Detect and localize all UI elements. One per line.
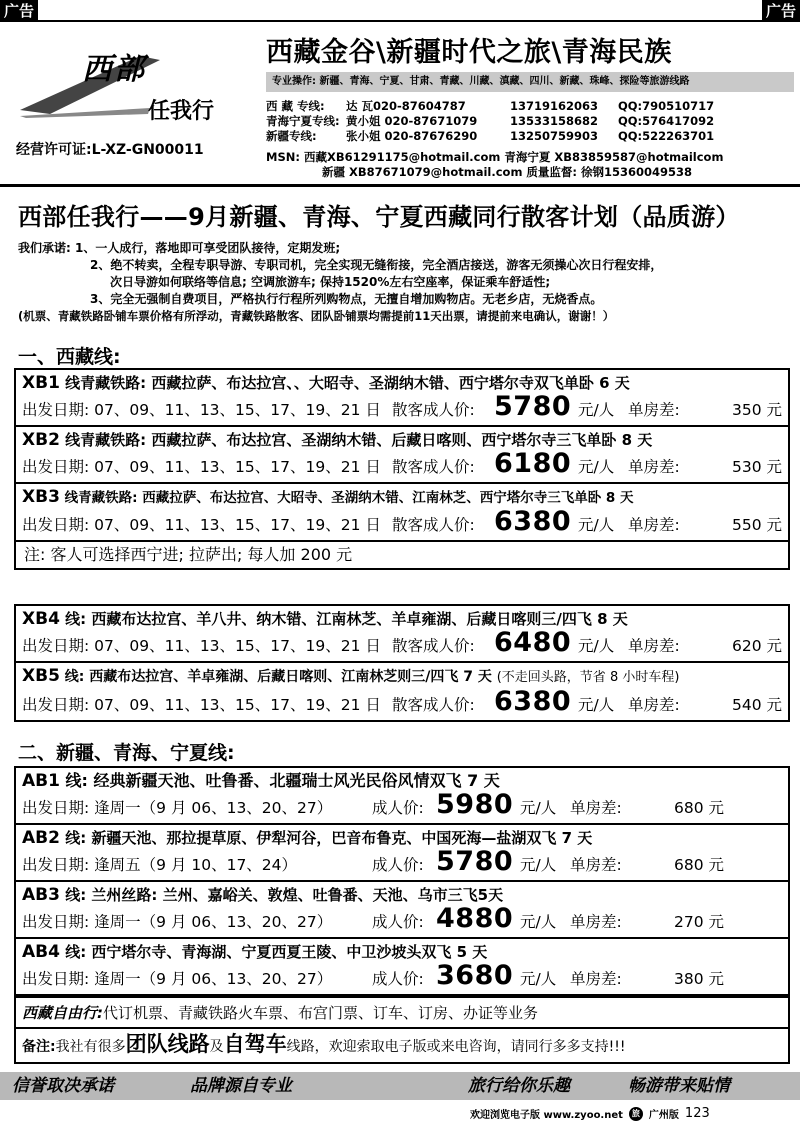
business-license: 经营许可证:L-XZ-GN00011 — [16, 142, 204, 158]
trip-details: 出发日期: 07、09、11、13、15、17、19、21 日 散客成人价: 6380 元/人 单房差: 550 元 — [22, 506, 782, 537]
departure-dates: 出发日期: 逢周一（9 月 06、13、20、27） — [22, 799, 333, 817]
remark: 备注:我社有很多团队线路及自驾车线路，欢迎索取电子版或来电咨询，请同行多多支持!!! — [22, 1032, 626, 1056]
trip-details: 出发日期: 07、09、11、13、15、17、19、21 日 散客成人价: 6480 元/人 单房差: 620 元 — [22, 627, 782, 658]
trip-details: 出发日期: 07、09、11、13、15、17、19、21 日 散客成人价: 6380 元/人 单房差: 540 元 — [22, 686, 782, 717]
trip-title: AB2 线: 新疆天池、那拉提草原、伊犁河谷，巴音布鲁克、中国死海—盐湖双飞 7 天 — [22, 828, 593, 848]
section-xinjiang-heading: 二、新疆、青海、宁夏线: — [18, 742, 235, 764]
single-supplement: 680 元 — [673, 856, 724, 874]
footer-website: 欢迎浏览电子版 www.zyoo.net — [470, 1110, 623, 1121]
trip-item — [16, 370, 788, 427]
trip-details: 出发日期: 07、09、11、13、15、17、19、21 日 散客成人价: 6180 元/人 单房差: 530 元 — [22, 448, 782, 479]
trip-price: 6480 — [494, 627, 572, 658]
contact-row: 西 藏 专线: 达 瓦020-87604787 13719162063 QQ:790510717 — [266, 99, 715, 113]
trip-note: (不走回头路，节省 8 小时车程) — [496, 670, 680, 685]
trip-item — [16, 768, 788, 825]
trip-item — [16, 825, 788, 882]
departure-dates: 出发日期: 07、09、11、13、15、17、19、21 日 — [22, 696, 381, 714]
business-scope: 专业操作: 新疆、青海、宁夏、甘肃、青藏、川藏、滇藏、四川、新藏、珠峰、探险等旅游线路 — [266, 72, 794, 92]
departure-dates: 出发日期: 逢周一（9 月 06、13、20、27） — [22, 970, 333, 988]
trip-price: 6380 — [494, 506, 572, 537]
top-divider — [0, 20, 800, 22]
trip-details: 出发日期: 逢周五（9 月 10、17、24） 成人价: 5780 元/人 单房差: 680 元 — [22, 846, 724, 877]
trip-title: XB4 线: 西藏布达拉宫、羊八井、纳木错、江南林芝、羊卓雍湖、后藏日喀则三/四飞 8 天 — [22, 609, 628, 629]
single-supplement: 380 元 — [673, 970, 724, 988]
slogan: 品牌源自专业 — [190, 1076, 292, 1096]
msn-line-2: 新疆 XB87671079@hotmail.com 质量监督: 徐钢15360049538 — [322, 165, 693, 179]
edition-badge-icon: 旅 — [629, 1107, 643, 1121]
tibet-trip-group-2 — [14, 604, 790, 722]
entry-exit-note: 注: 客人可选择西宁进; 拉萨出; 每人加 200 元 — [24, 545, 353, 564]
departure-dates: 出发日期: 逢周五（9 月 10、17、24） — [22, 856, 298, 874]
page-number: 123 — [684, 1106, 710, 1121]
trip-title: XB2 线青藏铁路: 西藏拉萨、布达拉宫、圣湖纳木错、后藏日喀则、西宁塔尔寺三飞单卧 8 天 — [22, 430, 653, 450]
trip-item — [16, 939, 788, 996]
departure-dates: 出发日期: 逢周一（9 月 06、13、20、27） — [22, 913, 333, 931]
trip-item — [16, 484, 788, 542]
trip-price: 3680 — [436, 960, 514, 991]
page-footer — [470, 1106, 710, 1121]
trip-price: 5980 — [436, 789, 514, 820]
single-supplement: 620 元 — [731, 637, 782, 655]
trip-details: 出发日期: 逢周一（9 月 06、13、20、27） 成人价: 4880 元/人 单房差: 270 元 — [22, 903, 724, 934]
trip-title: AB4 线: 西宁塔尔寺、青海湖、宁夏西夏王陵、中卫沙坡头双飞 5 天 — [22, 942, 488, 962]
main-title: 西部任我行——9月新疆、青海、宁夏西藏同行散客计划（品质游） — [18, 203, 740, 231]
contact-row: 新疆专线: 张小姐 020-87676290 13250759903 QQ:522263701 — [266, 129, 715, 143]
msn-contacts — [266, 150, 723, 180]
single-supplement: 350 元 — [731, 401, 782, 419]
trip-price: 4880 — [436, 903, 514, 934]
departure-dates: 出发日期: 07、09、11、13、15、17、19、21 日 — [22, 637, 381, 655]
contact-row: 青海宁夏专线: 黄小姐 020-87671079 13533158682 QQ:576417092 — [266, 114, 715, 128]
xinjiang-trip-group — [14, 766, 790, 1064]
trip-item — [16, 427, 788, 484]
single-supplement: 540 元 — [731, 696, 782, 714]
tibet-trip-group-1 — [14, 368, 790, 570]
slogan: 旅行给你乐趣 — [468, 1076, 570, 1096]
msn-line-1: MSN: 西藏XB61291175@hotmail.com 青海宁夏 XB83859587@hotmailcom — [266, 150, 724, 164]
section-tibet-heading: 一、西藏线: — [18, 346, 121, 368]
ad-label-right: 广告 — [762, 0, 800, 22]
trip-details: 出发日期: 逢周一（9 月 06、13、20、27） 成人价: 5980 元/人 单房差: 680 元 — [22, 789, 724, 820]
trip-title: XB3 线青藏铁路: 西藏拉萨、布达拉宫、大昭寺、圣湖纳木错、江南林芝、西宁塔尔寺三飞单卧 8 天 — [22, 487, 634, 507]
trip-item — [16, 882, 788, 939]
trip-title: AB1 线: 经典新疆天池、吐鲁番、北疆瑞士风光民俗风情双飞 7 天 — [22, 771, 500, 791]
trip-title: AB3 线: 兰州丝路: 兰州、嘉峪关、敦煌、吐鲁番、天池、乌市三飞5天 — [22, 885, 504, 905]
footer-edition: 广州版 — [648, 1110, 679, 1121]
slogan: 畅游带来贴情 — [628, 1076, 730, 1096]
service-promise: 我们承诺: 1、一人成行，落地即可享受团队接待，定期发班; 2、绝不转卖，全程专职导游、专职司机，完全实现无缝衔接，完全酒店接送，游客无须操心次日行程安排， 次日导游如何联络等信息; 空调旅游车; 保持1520%左右空座率，保证乘车舒适性; 3、完全无强制自费项目，严格执行行程所列购物点，无擅自增加购物店。无老乡店，无烧香点。 (机票、青藏铁路卧铺车票价格有所浮动，青藏铁路散客、团队卧铺票均需提前11天出票，请提前来电确认，谢谢！） — [18, 241, 663, 323]
single-supplement: 550 元 — [731, 516, 782, 534]
departure-dates: 出发日期: 07、09、11、13、15、17、19、21 日 — [22, 516, 381, 534]
trip-item — [16, 606, 788, 663]
trip-item — [16, 663, 788, 720]
slogan: 信誉取决承诺 — [12, 1076, 114, 1096]
departure-dates: 出发日期: 07、09、11、13、15、17、19、21 日 — [22, 458, 381, 476]
trip-price: 5780 — [494, 391, 572, 422]
tibet-free-travel: 西藏自由行:代订机票、青藏铁路火车票、布宫门票、订车、订房、办证等业务 — [16, 996, 788, 1029]
trip-price: 6180 — [494, 448, 572, 479]
trip-title: XB5 线: 西藏布达拉宫、羊卓雍湖、后藏日喀则、江南林芝则三/四飞 7 天 (不走回头路，节省 8 小时车程) — [22, 666, 680, 686]
trip-details: 出发日期: 07、09、11、13、15、17、19、21 日 散客成人价: 5780 元/人 单房差: 350 元 — [22, 391, 782, 422]
agency-title: 西藏金谷\新疆时代之旅\青海民族 — [266, 37, 672, 68]
contact-list — [266, 99, 794, 144]
trip-title: XB1 线青藏铁路: 西藏拉萨、布达拉宫、、大昭寺、圣湖纳木错、西宁塔尔寺双飞单卧 6 天 — [22, 373, 630, 393]
slogan-bar — [0, 1072, 800, 1100]
header-divider — [0, 184, 800, 187]
single-supplement: 530 元 — [731, 458, 782, 476]
departure-dates: 出发日期: 07、09、11、13、15、17、19、21 日 — [22, 401, 381, 419]
ad-label-left: 广告 — [0, 0, 38, 22]
trip-price: 5780 — [436, 846, 514, 877]
trip-price: 6380 — [494, 686, 572, 717]
logo-name-primary: 西部 — [82, 52, 146, 87]
trip-details: 出发日期: 逢周一（9 月 06、13、20、27） 成人价: 3680 元/人 单房差: 380 元 — [22, 960, 724, 991]
single-supplement: 680 元 — [673, 799, 724, 817]
single-supplement: 270 元 — [673, 913, 724, 931]
logo-name-secondary: 任我行 — [148, 98, 215, 124]
company-logo — [12, 30, 242, 140]
